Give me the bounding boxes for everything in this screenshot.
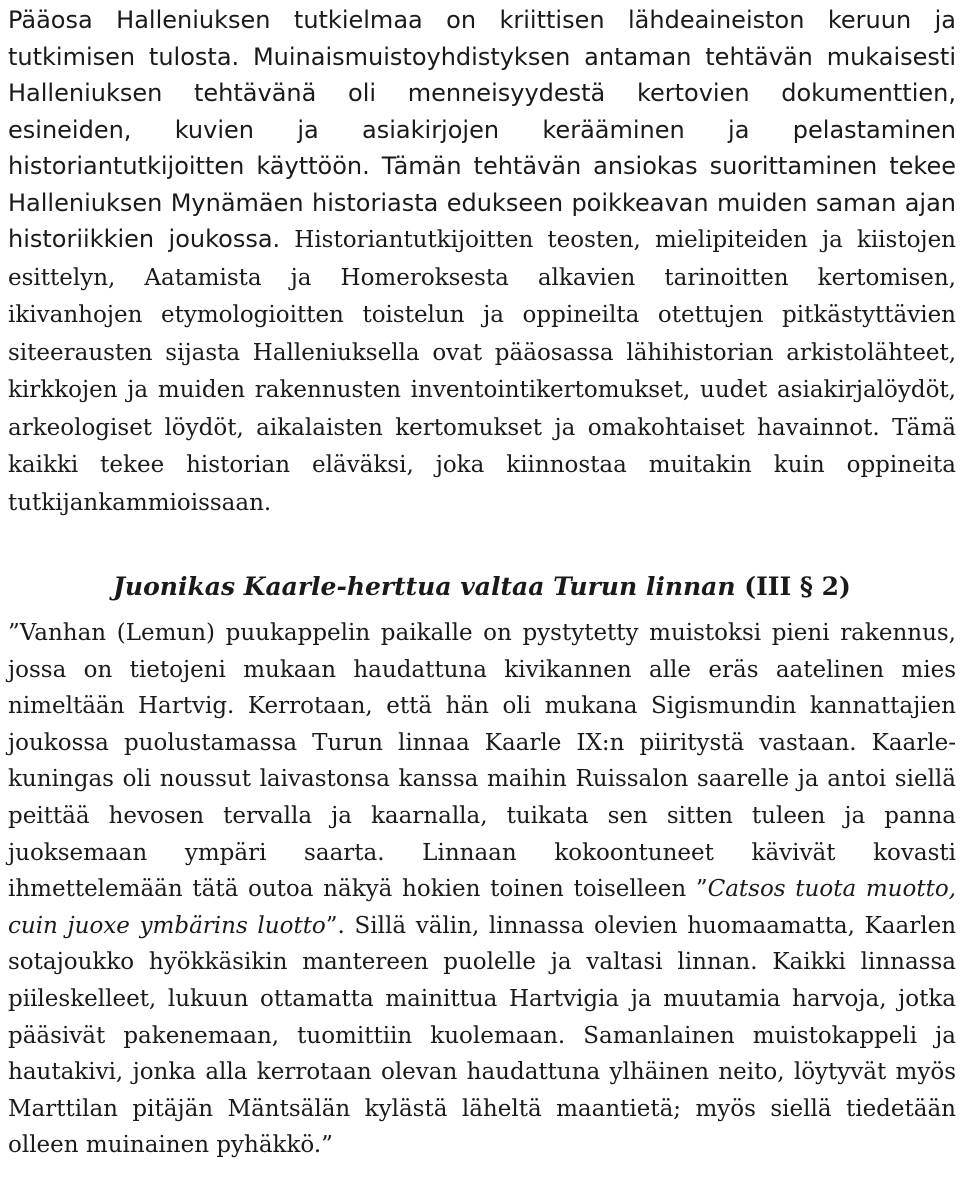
paragraph-2-text-a: ”Vanhan (Lemun) puukappelin paikalle on pystytetty muistoksi pieni rakennus, jossa on tietojeni mukaan haudattuna kivikannen alle eräs aatelinen mies nimeltään Hartvig. Kerrotaan, että hän oli mukana Sigismundin kannattajien joukossa puolustamassa Turun linnaa Kaarle IX:n piiritystä vastaan. Kaarle-kuningas oli noussut laivastonsa kanssa maihin Ruissalon saarelle ja antoi siellä peittää hevosen tervalla ja kaarnalla, tuikata sen sitten tuleen ja panna juoksemaan ympäri saarta. Linnaan kokoontuneet kävivät kovasti ihmettelemään tätä outoa näkyä hokien toinen toiselleen ” xyxy=(8,620,956,903)
paragraph-2-text-b: ”. Sillä välin, linnassa olevien huomaamatta, Kaarlen sotajoukko hyökkäsikin mantereen puolelle ja valtasi linnan. Kaikki linnassa piileskelleet, lukuun ottamatta mainittua Hartvigia ja muutamia harvoja, jotka pääsivät pakenemaan, tuomittiin kuolemaan. Samanlainen muistokappeli ja hautakivi, jonka alla kerrotaan olevan haudattuna ylhäinen neito, löytyvät myös Marttilan pitäjän Mäntsälän kylästä läheltä maantietä; myös siellä tiedetään olleen muinainen pyhäkkö.” xyxy=(8,912,957,1159)
paragraph-1-serif-text: Historiantutkijoitten teosten, mielipiteiden ja kiistojen esittelyn, Aatamista ja Homeroksesta alkavien tarinoitten kertomisen, ikivanhojen etymologioitten toistelun ja oppineilta otettujen pitkästyttävien siteerausten sijasta Halleniuksella ovat pääosassa lähihistorian arkistolähteet, kirkkojen ja muiden rakennusten inventointikertomukset, uudet asiakirjalöydöt, arkeologiset löydöt, aikalaisten kertomukset ja omakohtaiset havainnot. Tämä kaikki tekee historian eläväksi, joka kiinnostaa muitakin kuin oppineita tutkijankammioissaan. xyxy=(8,227,956,516)
document-page xyxy=(8,0,956,1164)
body-paragraph-1 xyxy=(8,0,956,521)
paragraph-1-sans-text: Pääosa Halleniuksen tutkielmaa on kriittisen lähdeaineiston keruun ja tutkimisen tulosta. Muinaismuistoyhdistyksen antaman tehtävän mukaisesti Halleniuksen tehtävänä oli menneisyydestä kertovien dokumenttien, esineiden, kuvien ja asiakirjojen kerääminen ja pelastaminen historiantutkijoitten käyttöön. Tämän tehtävän ansiokas suorittaminen tekee Halleniuksen Mynämäen historiasta edukseen poikkeavan muiden saman ajan historiikkien joukossa. xyxy=(8,6,956,253)
section-heading xyxy=(8,521,956,615)
paragraph-2-quote: Catsos tuota muotto, cuin juoxe ymbärins luotto xyxy=(8,876,956,939)
section-heading-reference: (III § 2) xyxy=(735,572,851,601)
section-heading-title: Juonikas Kaarle-herttua valtaa Turun linnan xyxy=(113,572,736,601)
body-paragraph-2 xyxy=(8,615,956,1164)
